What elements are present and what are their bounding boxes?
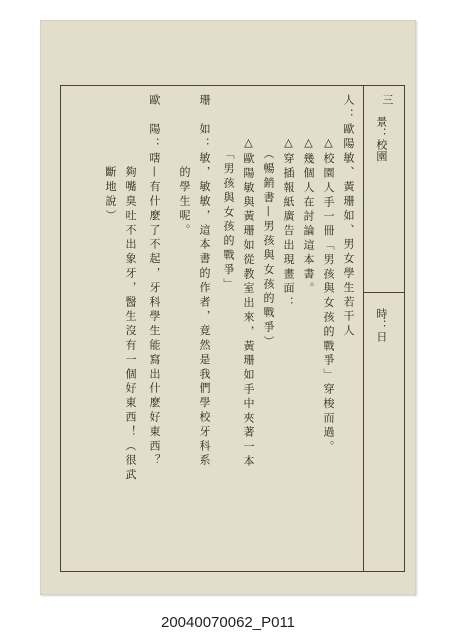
stage-direction: △穿插報紙廣告出現畫面： [282,136,295,311]
stage-direction: △幾個人在討論這本書。 [302,136,315,297]
dialogue-line: 斷地說） [104,166,117,224]
cast-line: 人：歐陽敏、黃珊如、男女學生若干人 [342,94,355,339]
script-frame [60,85,405,572]
dialogue-line: 夠嘴臭吐不出象牙，醫生沒有一個好東西！（很武 [124,166,137,483]
dialogue-line: 珊 如：敏，敏敏，這本書的作者，竟然是我們學校牙科系 [198,94,211,469]
stage-direction: △校園人手一冊「男孩與女孩的戰爭」穿梭而過。 [322,136,335,455]
image-caption: 20040070062_P011 [160,614,296,631]
stage-direction: △歐陽敏與黃珊如從教室出來，黃珊如手中夾著一本 [242,136,255,470]
stage-direction: （暢銷書—男孩與女孩的戰爭） [262,148,275,350]
time-label: 時：日 [374,308,388,343]
act-number: 三 [380,94,394,106]
header-divider [363,86,364,571]
stage-direction: 「男孩與女孩的戰爭」 [222,148,235,292]
document-page [40,20,416,595]
header-cross-rule [363,292,404,293]
scene-label: 景：校園 [374,116,388,162]
dialogue-line: 的學生呢。 [178,166,191,238]
dialogue-line: 歐 陽：嗐—有什麼了不起，牙科學生能寫出什麼好東西？ [148,94,161,469]
